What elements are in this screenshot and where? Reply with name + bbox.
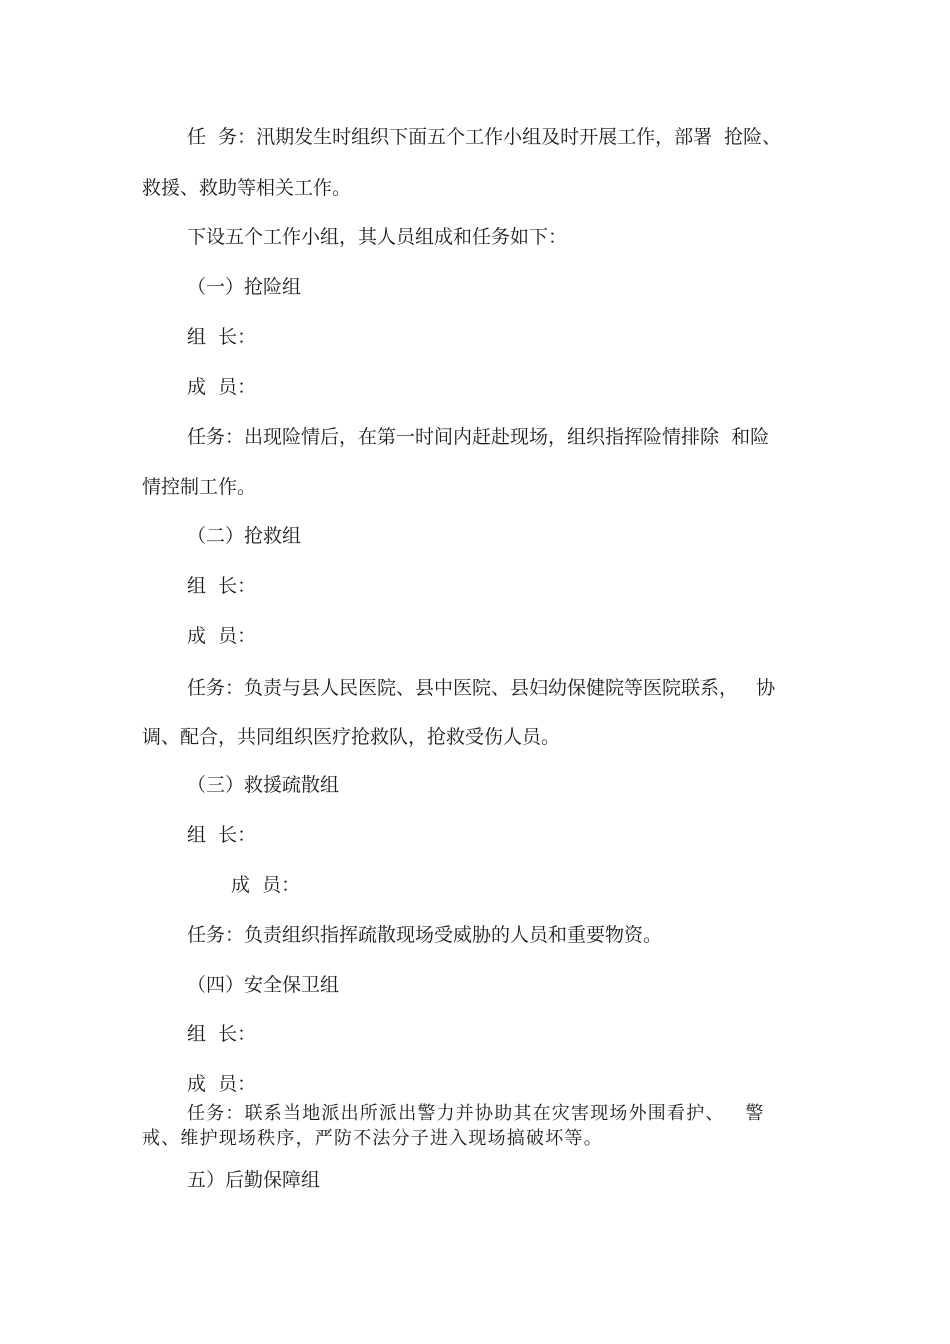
intro-line-2: 救援、救助等相关工作。 — [142, 177, 352, 199]
group3-title: （三）救援疏散组 — [187, 774, 340, 796]
group4-leader: 组 长： — [187, 1023, 257, 1045]
group4-members: 成 员： — [187, 1073, 257, 1095]
group1-leader: 组 长： — [187, 326, 257, 348]
group5-title: 五）后勤保障组 — [187, 1169, 321, 1191]
group2-task-line-2: 调、配合，共同组织医疗抢救队，抢救受伤人员。 — [142, 726, 561, 748]
group3-task: 任务：负责组织指挥疏散现场受威胁的人员和重要物资。 — [187, 924, 663, 946]
group4-task-line-1: 任务：联系当地派出所派出警力并协助其在灾害现场外围看护、 警 — [187, 1103, 765, 1124]
group1-title: （一）抢险组 — [187, 276, 302, 298]
group2-title: （二）抢救组 — [187, 525, 302, 547]
group4-task-line-2: 戒、维护现场秩序，严防不法分子进入现场搞破坏等。 — [142, 1128, 603, 1149]
group1-task-line-2: 情控制工作。 — [142, 476, 257, 498]
group4-title: （四）安全保卫组 — [187, 974, 340, 996]
intro-line-1: 任 务：汛期发生时组织下面五个工作小组及时开展工作，部署 抢险、 — [187, 126, 782, 148]
group3-leader: 组 长： — [187, 824, 257, 846]
group2-task-line-1: 任务：负责与县人民医院、县中医院、县妇幼保健院等医院联系， 协 — [187, 677, 776, 699]
group1-task-line-1: 任务：出现险情后，在第一时间内赶赴现场，组织指挥险情排除 和险 — [187, 426, 770, 448]
groups-intro: 下设五个工作小组，其人员组成和任务如下： — [187, 226, 568, 248]
group1-members: 成 员： — [187, 376, 257, 398]
group2-leader: 组 长： — [187, 575, 257, 597]
group3-members: 成 员： — [231, 874, 301, 896]
group2-members: 成 员： — [187, 625, 257, 647]
